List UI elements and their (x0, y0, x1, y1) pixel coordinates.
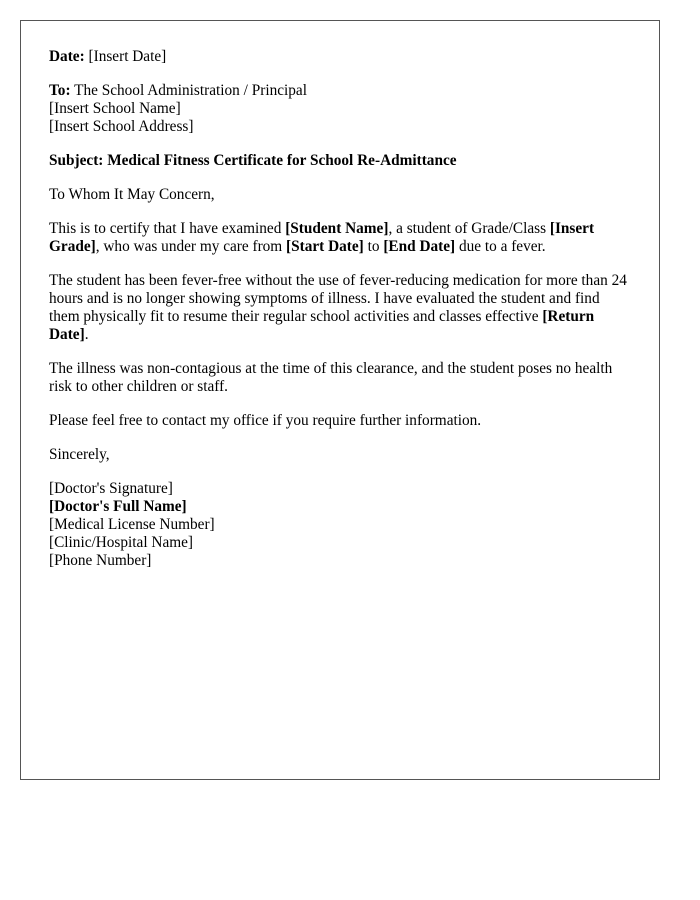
phone-number: [Phone Number] (49, 552, 152, 569)
para1-text-4: to (363, 238, 384, 255)
salutation: To Whom It May Concern, (49, 186, 215, 203)
recipient-block (49, 82, 631, 136)
para1-text-1: This is to certify that I have examined (49, 220, 286, 237)
para1-text-5: due to a fever. (455, 238, 546, 255)
end-date-placeholder: [End Date] (383, 238, 456, 255)
start-date-placeholder: [Start Date] (286, 238, 364, 255)
clinic-name: [Clinic/Hospital Name] (49, 534, 194, 551)
school-name: [Insert School Name] (49, 100, 181, 117)
subject-text: Subject: Medical Fitness Certificate for School Re-Admittance (49, 152, 457, 169)
subject-line (49, 152, 631, 170)
closing: Sincerely, (49, 446, 110, 463)
grade-placeholder: [Insert Grade] (49, 220, 595, 255)
para1-text-3: , who was under my care from (95, 238, 287, 255)
recipient-line (49, 82, 631, 100)
date-line (49, 48, 631, 66)
return-date-placeholder: [Return Date] (49, 308, 595, 343)
license-number: [Medical License Number] (49, 516, 215, 533)
paragraph-contagion: The illness was non-contagious at the time of this clearance, and the student poses no health risk to other children or staff. (49, 360, 613, 395)
doctor-name: [Doctor's Full Name] (49, 498, 187, 515)
para2-text-2: . (84, 326, 89, 343)
paragraph-examination (49, 220, 631, 256)
letter-page (20, 20, 660, 780)
school-address: [Insert School Address] (49, 118, 194, 135)
date-value: [Insert Date] (88, 48, 167, 65)
student-name-placeholder: [Student Name] (285, 220, 389, 237)
para2-text-1: The student has been fever-free without the use of fever-reducing medication for more than 24 hours and is no longer showing symptoms of illness. I have evaluated the student and find them physically fit to resume their regular school activities and classes effective (49, 272, 627, 325)
paragraph-fitness (49, 272, 631, 344)
date-label: Date: (49, 48, 85, 65)
to-value: The School Administration / Principal (74, 82, 307, 99)
para1-text-2: , a student of Grade/Class (388, 220, 550, 237)
to-label: To: (49, 82, 71, 99)
paragraph-contact: Please feel free to contact my office if you require further information. (49, 412, 482, 429)
signature-block (49, 480, 631, 570)
signature-placeholder: [Doctor's Signature] (49, 480, 173, 497)
